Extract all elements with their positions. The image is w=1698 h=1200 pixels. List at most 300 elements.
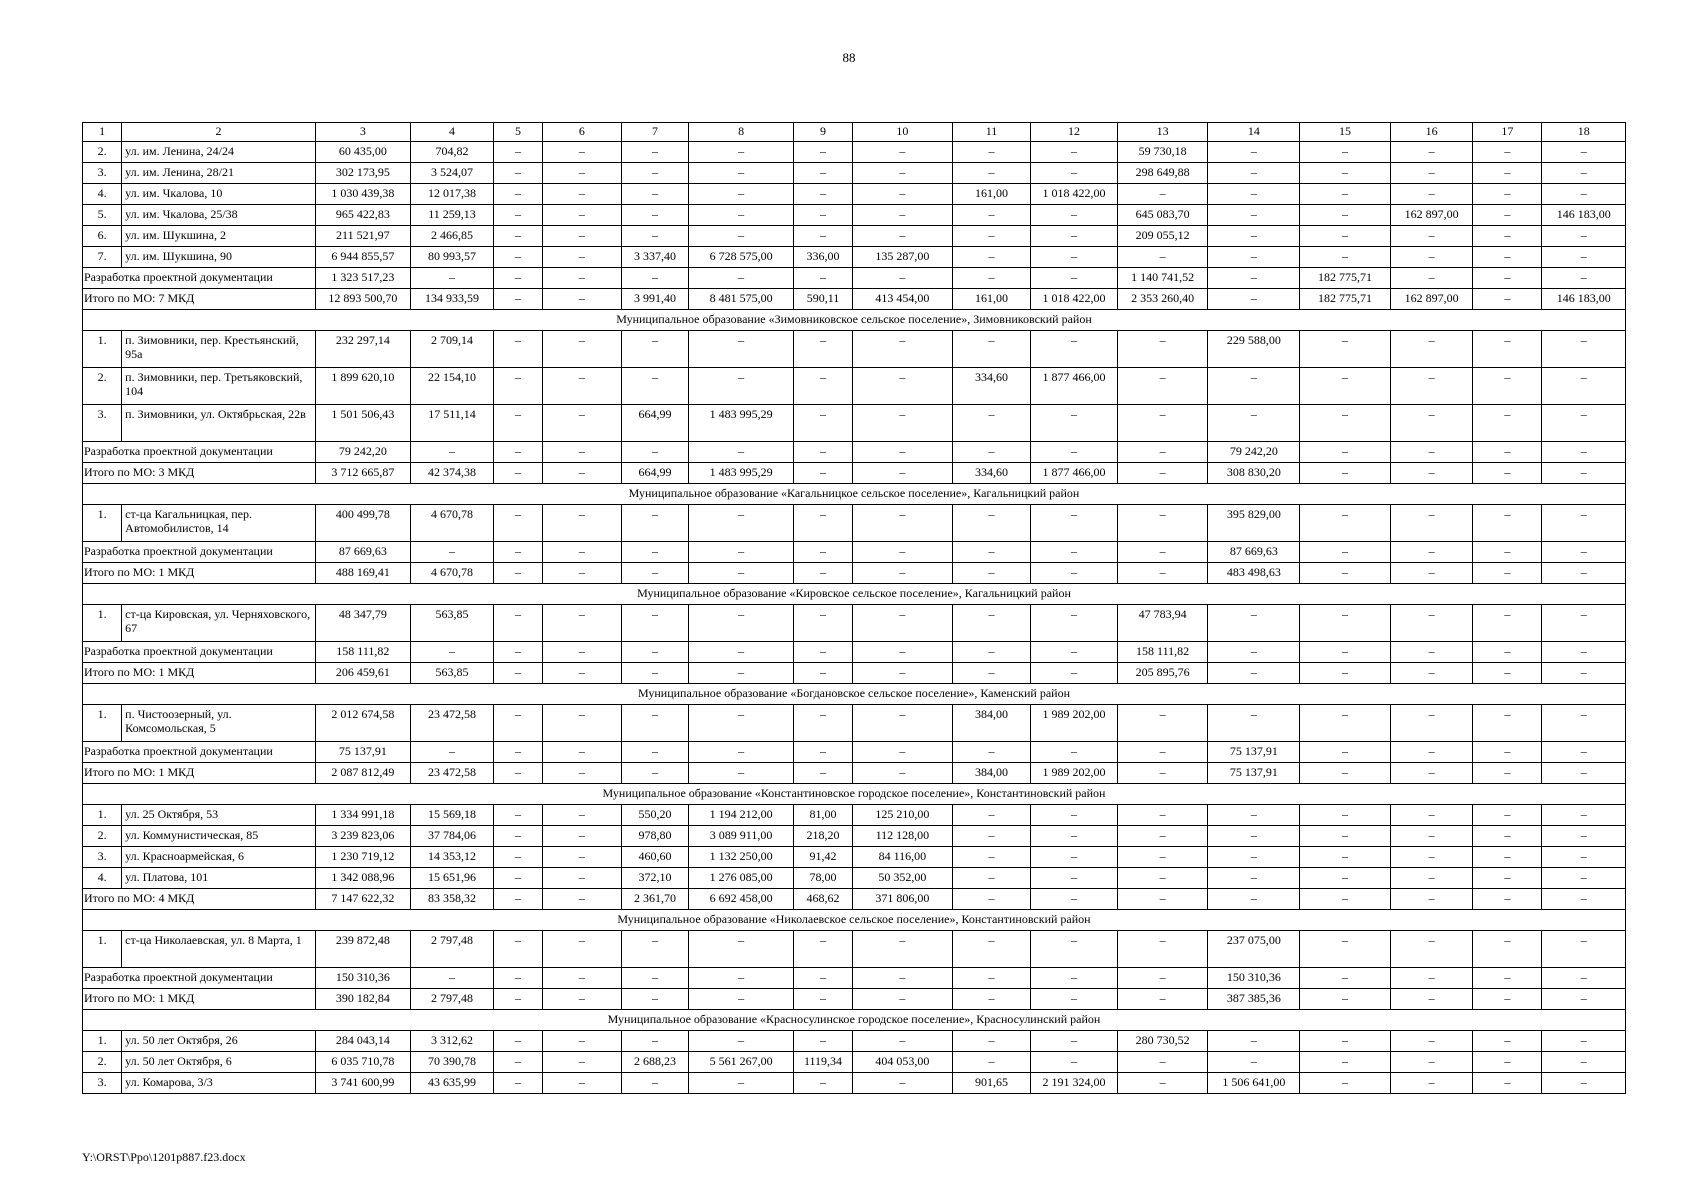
table-cell: – [1300,442,1391,463]
table-cell: – [952,805,1030,826]
table-cell: 150 310,36 [1208,968,1300,989]
table-cell: – [1390,868,1472,889]
table-cell: – [542,663,621,684]
table-cell: – [622,163,689,184]
column-header: 11 [952,123,1030,142]
table-cell: 134 933,59 [410,289,493,310]
table-cell: – [542,205,621,226]
table-cell: – [794,705,853,742]
table-cell: 205 895,76 [1117,663,1208,684]
table-cell: – [1031,163,1118,184]
table-cell: – [1473,968,1542,989]
table-cell: 6 944 855,57 [315,247,410,268]
table-cell: 162 897,00 [1390,205,1472,226]
row-number: 3. [83,1073,122,1094]
table-cell: – [410,968,493,989]
table-cell: – [1117,463,1208,484]
table-cell: – [1300,868,1391,889]
table-cell: – [494,184,542,205]
table-cell: 48 347,79 [315,605,410,642]
table-cell: – [1542,931,1626,968]
table-cell: – [852,605,952,642]
table-cell: – [852,989,952,1010]
table-cell: – [1117,968,1208,989]
table-cell: 15 569,18 [410,805,493,826]
table-cell: 563,85 [410,605,493,642]
table-cell: – [542,763,621,784]
table-cell: 3 741 600,99 [315,1073,410,1094]
address-cell: ст-ца Кагальницкая, пер. Автомобилистов, 14 [122,505,316,542]
table-cell: 1 276 085,00 [689,868,794,889]
table-cell: – [1031,442,1118,463]
table-cell: – [1542,889,1626,910]
table-cell: – [1542,247,1626,268]
table-cell: – [1031,205,1118,226]
table-cell: – [952,989,1030,1010]
table-cell: – [1473,142,1542,163]
table-cell: – [952,563,1030,584]
table-cell: 460,60 [622,847,689,868]
table-cell: – [852,563,952,584]
table-cell: 664,99 [622,463,689,484]
section-title: Муниципальное образование «Кировское сельское поселение», Кагальницкий район [83,584,1626,605]
row-number: 7. [83,247,122,268]
row-label: Разработка проектной документации [83,968,316,989]
table-cell: – [1117,442,1208,463]
capital-repair-table [82,122,1626,1094]
table-cell: – [542,142,621,163]
table-cell: – [689,368,794,405]
table-cell: – [1208,805,1300,826]
table-cell: – [1473,931,1542,968]
section-row [83,484,1626,505]
table-cell: – [622,763,689,784]
table-cell: – [1473,1052,1542,1073]
row-number: 1. [83,505,122,542]
table-cell: 2 797,48 [410,931,493,968]
table-cell: – [852,268,952,289]
address-cell: п. Зимовники, пер. Крестьянский, 95а [122,331,316,368]
table-cell: – [1300,805,1391,826]
table-cell: – [794,505,853,542]
table-cell: – [1473,605,1542,642]
table-cell: – [1390,163,1472,184]
table-cell: 468,62 [794,889,853,910]
table-cell: – [1031,826,1118,847]
table-cell: 2 191 324,00 [1031,1073,1118,1094]
table-cell: – [622,142,689,163]
row-label: Итого по МО: 1 МКД [83,663,316,684]
table-cell: – [542,289,621,310]
table-cell: – [1031,405,1118,442]
table-cell: – [1473,826,1542,847]
table-cell: – [494,405,542,442]
address-cell: п. Чистоозерный, ул. Комсомольская, 5 [122,705,316,742]
table-cell: 232 297,14 [315,331,410,368]
table-cell: – [1117,868,1208,889]
address-cell: ст-ца Кировская, ул. Черняховского, 67 [122,605,316,642]
table-cell: – [542,1073,621,1094]
table-cell: – [689,763,794,784]
table-cell: 2 353 260,40 [1117,289,1208,310]
table-cell: – [542,331,621,368]
table-cell: – [1473,268,1542,289]
table-cell: – [1300,1031,1391,1052]
table-cell: – [1390,247,1472,268]
table-cell: 1 334 991,18 [315,805,410,826]
table-cell: 2 012 674,58 [315,705,410,742]
table-cell: – [494,368,542,405]
section-row [83,1010,1626,1031]
table-cell: – [1300,331,1391,368]
table-cell: – [794,742,853,763]
table-cell: – [689,1073,794,1094]
table-cell: 7 147 622,32 [315,889,410,910]
table-cell: – [1300,205,1391,226]
row-label: Разработка проектной документации [83,642,316,663]
table-cell: – [542,1052,621,1073]
table-cell: – [494,742,542,763]
column-header: 3 [315,123,410,142]
table-cell: – [1390,142,1472,163]
table-cell: – [1473,442,1542,463]
table-cell: – [1300,463,1391,484]
table-cell: 334,60 [952,368,1030,405]
table-cell: – [1542,563,1626,584]
table-cell: – [952,931,1030,968]
table-cell: 22 154,10 [410,368,493,405]
table-cell: 1 501 506,43 [315,405,410,442]
table-cell: – [1208,663,1300,684]
table-cell: 1 989 202,00 [1031,763,1118,784]
table-cell: – [622,505,689,542]
table-cell: – [794,163,853,184]
column-header: 15 [1300,123,1391,142]
table-cell: – [1208,705,1300,742]
table-cell: 87 669,63 [315,542,410,563]
table-cell: – [1542,663,1626,684]
table-cell: – [1031,542,1118,563]
table-cell: – [1542,1073,1626,1094]
section-row [83,584,1626,605]
table-cell: – [1542,705,1626,742]
table-cell: – [952,968,1030,989]
section-title: Муниципальное образование «Константиновское городское поселение», Константиновский район [83,784,1626,805]
row-label: Итого по МО: 7 МКД [83,289,316,310]
table-cell: 84 116,00 [852,847,952,868]
table-cell: 162 897,00 [1390,289,1472,310]
table-cell: – [1300,226,1391,247]
table-cell: – [1390,268,1472,289]
table-cell: 3 312,62 [410,1031,493,1052]
table-cell: – [1473,247,1542,268]
table-cell: 161,00 [952,289,1030,310]
table-cell: – [794,968,853,989]
table-cell: – [494,1052,542,1073]
table-cell: – [1208,1031,1300,1052]
table-row [83,847,1626,868]
table-cell: – [952,889,1030,910]
table-cell: – [1473,1073,1542,1094]
table-cell: – [852,542,952,563]
table-cell: – [1473,463,1542,484]
table-cell: – [1300,826,1391,847]
table-cell: 23 472,58 [410,763,493,784]
table-cell: – [1473,847,1542,868]
table-cell: – [794,226,853,247]
design-docs-row [83,968,1626,989]
table-cell: – [952,163,1030,184]
table-cell: – [542,184,621,205]
table-cell: – [1117,247,1208,268]
table-cell: – [1208,205,1300,226]
table-cell: – [1390,1073,1472,1094]
table-cell: – [494,268,542,289]
table-cell: – [852,505,952,542]
table-cell: – [410,268,493,289]
table-cell: 91,42 [794,847,853,868]
design-docs-row [83,642,1626,663]
table-cell: – [1473,989,1542,1010]
table-cell: – [542,505,621,542]
table-cell: – [1031,889,1118,910]
table-cell: – [542,442,621,463]
table-cell: – [794,563,853,584]
table-cell: 79 242,20 [315,442,410,463]
table-cell: – [494,1031,542,1052]
table-cell: – [622,268,689,289]
table-cell: – [1542,184,1626,205]
table-row [83,184,1626,205]
table-cell: – [1542,405,1626,442]
table-cell: – [1542,742,1626,763]
table-cell: 1 140 741,52 [1117,268,1208,289]
table-cell: – [1473,563,1542,584]
table-cell: 146 183,00 [1542,205,1626,226]
table-cell: – [542,989,621,1010]
table-cell: – [1542,368,1626,405]
table-cell: 161,00 [952,184,1030,205]
table-cell: – [794,1073,853,1094]
table-row [83,163,1626,184]
table-cell: – [689,642,794,663]
table-cell: – [1300,968,1391,989]
row-number: 2. [83,826,122,847]
table-row [83,1073,1626,1094]
table-cell: – [794,442,853,463]
table-cell: – [1390,368,1472,405]
table-cell: – [1117,847,1208,868]
table-cell: – [1390,226,1472,247]
table-cell: – [494,705,542,742]
table-cell: – [689,931,794,968]
table-cell: – [1208,605,1300,642]
table-cell: 4 670,78 [410,563,493,584]
table-cell: – [494,663,542,684]
table-cell: – [622,605,689,642]
table-cell: – [494,605,542,642]
table-cell: – [622,931,689,968]
table-cell: – [1542,1052,1626,1073]
table-cell: 2 688,23 [622,1052,689,1073]
table-cell: – [1117,989,1208,1010]
table-row [83,226,1626,247]
file-path: Y:\ORST\Ppo\1201p887.f23.docx [82,1150,246,1164]
table-cell: 150 310,36 [315,968,410,989]
table-cell: – [689,184,794,205]
table-cell: – [494,247,542,268]
table-cell: – [1542,642,1626,663]
table-cell: – [542,226,621,247]
table-cell: – [542,968,621,989]
table-cell: – [794,989,853,1010]
table-cell: – [1117,931,1208,968]
table-cell: – [1473,226,1542,247]
table-cell: – [1208,226,1300,247]
table-cell: – [1390,968,1472,989]
table-cell: 384,00 [952,705,1030,742]
table-cell: – [1300,931,1391,968]
table-cell: – [1031,563,1118,584]
table-cell: – [1208,889,1300,910]
table-cell: 206 459,61 [315,663,410,684]
table-cell: – [852,1073,952,1094]
table-cell: – [1208,868,1300,889]
table-cell: – [952,331,1030,368]
table-cell: – [952,405,1030,442]
table-cell: – [1300,505,1391,542]
table-cell: – [1473,868,1542,889]
table-cell: – [794,405,853,442]
table-cell: 209 055,12 [1117,226,1208,247]
table-cell: – [794,142,853,163]
table-cell: 3 239 823,06 [315,826,410,847]
table-cell: – [1300,563,1391,584]
table-row [83,205,1626,226]
row-label: Разработка проектной документации [83,542,316,563]
table-cell: – [1473,1031,1542,1052]
address-cell: ул. Коммунистическая, 85 [122,826,316,847]
row-number: 3. [83,847,122,868]
table-cell: – [852,184,952,205]
table-cell: – [1031,247,1118,268]
table-cell: – [794,605,853,642]
table-cell: – [494,289,542,310]
column-header: 4 [410,123,493,142]
row-number: 2. [83,1052,122,1073]
table-cell: – [952,205,1030,226]
table-cell: – [1117,542,1208,563]
table-cell: 2 797,48 [410,989,493,1010]
table-cell: – [494,205,542,226]
table-cell: – [1117,184,1208,205]
table-cell: – [952,1031,1030,1052]
row-label: Итого по МО: 3 МКД [83,463,316,484]
table-cell: – [952,868,1030,889]
table-cell: – [1300,847,1391,868]
table-cell: – [794,368,853,405]
table-cell: – [952,847,1030,868]
table-cell: – [1117,405,1208,442]
section-title: Муниципальное образование «Кагальницкое сельское поселение», Кагальницкий район [83,484,1626,505]
table-cell: – [1542,805,1626,826]
address-cell: ул. Комарова, 3/3 [122,1073,316,1094]
table-cell: – [542,889,621,910]
table-cell: – [1208,142,1300,163]
row-number: 1. [83,331,122,368]
column-header: 10 [852,123,952,142]
table-cell: 3 712 665,87 [315,463,410,484]
table-cell: – [1473,163,1542,184]
table-cell: 237 075,00 [1208,931,1300,968]
table-cell: 488 169,41 [315,563,410,584]
column-header: 8 [689,123,794,142]
table-cell: 158 111,82 [1117,642,1208,663]
table-cell: 371 806,00 [852,889,952,910]
total-row [83,289,1626,310]
table-cell: – [542,405,621,442]
table-cell: 550,20 [622,805,689,826]
table-cell: – [1300,763,1391,784]
table-cell: – [1208,163,1300,184]
table-cell: – [1390,805,1472,826]
table-cell: 2 709,14 [410,331,493,368]
total-row [83,663,1626,684]
table-cell: 298 649,88 [1117,163,1208,184]
table-cell: – [952,663,1030,684]
table-cell: – [852,463,952,484]
table-cell: 43 635,99 [410,1073,493,1094]
table-cell: – [1208,368,1300,405]
table-cell: 978,80 [622,826,689,847]
table-cell: 78,00 [794,868,853,889]
table-cell: 1 877 466,00 [1031,368,1118,405]
table-cell: – [689,1031,794,1052]
table-row [83,331,1626,368]
table-cell: – [1542,847,1626,868]
table-cell: 372,10 [622,868,689,889]
table-cell: 135 287,00 [852,247,952,268]
table-cell: – [622,705,689,742]
row-number: 2. [83,368,122,405]
table-cell: – [1473,742,1542,763]
column-header: 1 [83,123,122,142]
column-header: 14 [1208,123,1300,142]
table-cell: – [1031,142,1118,163]
table-cell: – [1542,868,1626,889]
table-cell: 336,00 [794,247,853,268]
table-cell: – [852,331,952,368]
table-cell: – [1473,205,1542,226]
table-cell: – [852,405,952,442]
table-cell: – [1390,605,1472,642]
table-cell: – [1031,642,1118,663]
table-cell: – [1542,505,1626,542]
address-cell: ул. им. Шукшина, 2 [122,226,316,247]
table-cell: 1 989 202,00 [1031,705,1118,742]
table-cell: – [794,663,853,684]
table-cell: – [1300,605,1391,642]
table-cell: – [852,442,952,463]
table-cell: 1 323 517,23 [315,268,410,289]
table-cell: – [1117,805,1208,826]
table-cell: – [1473,542,1542,563]
address-cell: ул. 25 Октября, 53 [122,805,316,826]
table-cell: 1 018 422,00 [1031,184,1118,205]
address-cell: ул. 50 лет Октября, 6 [122,1052,316,1073]
table-cell: – [494,563,542,584]
row-number: 4. [83,184,122,205]
